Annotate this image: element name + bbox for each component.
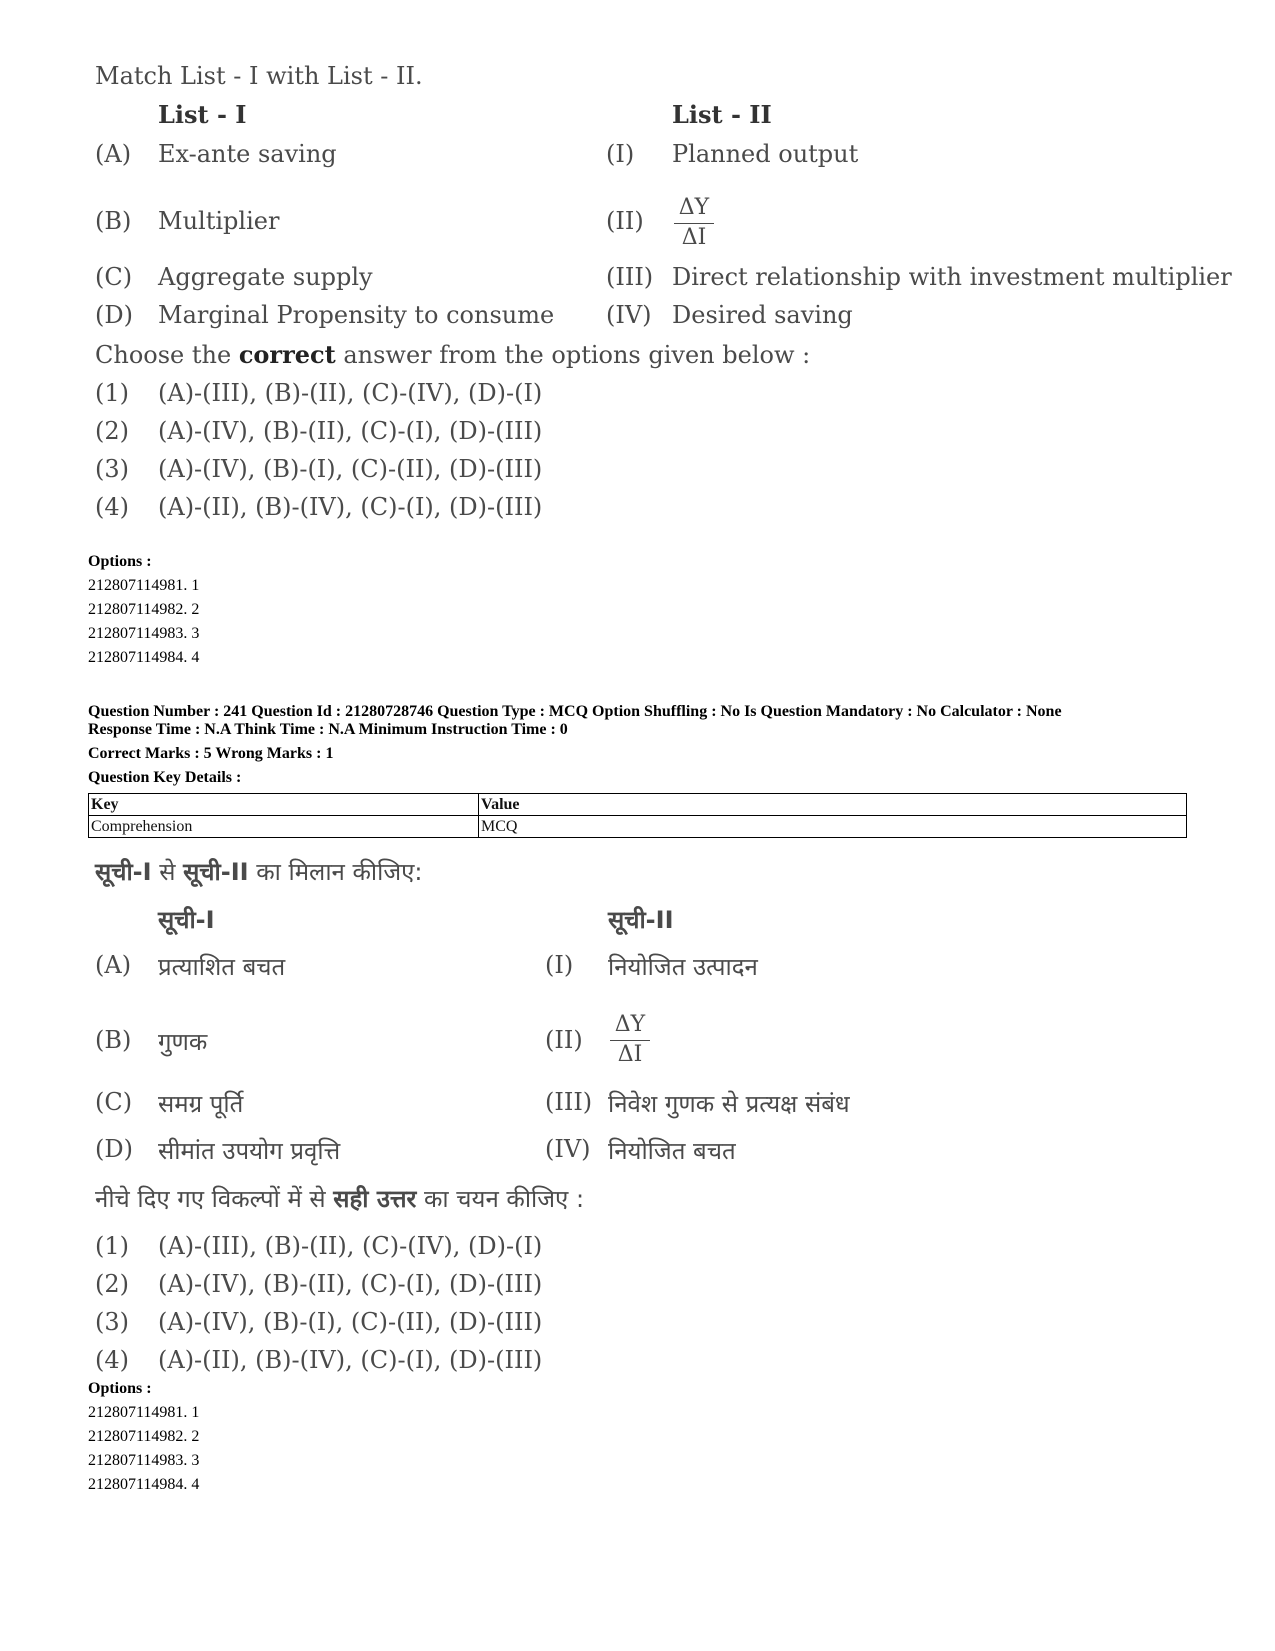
- table-header-row: [89, 794, 1187, 816]
- choose-instruction-hindi: नीचे दिए गए विकल्पों में से सही उत्तर का चयन कीजिए :: [95, 1185, 585, 1213]
- fraction-numerator: ΔY: [610, 1012, 650, 1041]
- list2-item: निवेश गुणक से प्रत्यक्ष संबंध: [608, 1090, 850, 1118]
- choose-instruction: Choose the correct answer from the options given below :: [95, 340, 811, 369]
- choice-number: (3): [95, 455, 129, 483]
- option-id: 212807114984. 4: [88, 1476, 200, 1493]
- list2-label: (III): [545, 1088, 593, 1116]
- choice-number: (1): [95, 1232, 129, 1260]
- list1-item: Multiplier: [158, 207, 280, 235]
- option-id: 212807114983. 3: [88, 625, 200, 642]
- list1-item: प्रत्याशित बचत: [158, 953, 286, 981]
- choice-number: (2): [95, 417, 129, 445]
- list1-label: (D): [95, 1135, 133, 1163]
- choice-text: (A)-(III), (B)-(II), (C)-(IV), (D)-(I): [158, 1232, 543, 1260]
- list2-label: (I): [606, 140, 635, 168]
- list1-item: Ex-ante saving: [158, 140, 337, 168]
- fraction-denominator: ΔI: [681, 225, 707, 250]
- list1-heading: List - I: [158, 100, 247, 129]
- list2-heading-hindi: सूची-II: [608, 906, 674, 934]
- list1-item: सीमांत उपयोग प्रवृत्ति: [158, 1137, 341, 1165]
- fraction-delta-y-over-delta-i: [610, 1012, 650, 1069]
- question-meta-line-2: Response Time : N.A Think Time : N.A Minimum Instruction Time : 0: [88, 721, 568, 738]
- list2-label: (II): [545, 1026, 583, 1054]
- fraction-numerator: ΔY: [674, 195, 714, 224]
- choice-text: (A)-(IV), (B)-(II), (C)-(I), (D)-(III): [158, 1270, 543, 1298]
- choice-number: (2): [95, 1270, 129, 1298]
- choice-text: (A)-(IV), (B)-(I), (C)-(II), (D)-(III): [158, 455, 543, 483]
- option-id: 212807114981. 1: [88, 577, 200, 594]
- fraction-denominator: ΔI: [617, 1042, 643, 1067]
- fraction-delta-y-over-delta-i: [674, 195, 714, 252]
- table-cell-key: Comprehension: [89, 816, 479, 838]
- choice-number: (4): [95, 1346, 129, 1374]
- key-value-table: [88, 793, 1187, 838]
- list1-label: (C): [95, 1088, 133, 1116]
- list2-label: (II): [606, 207, 644, 235]
- choice-number: (4): [95, 493, 129, 521]
- list1-item: Aggregate supply: [158, 263, 373, 291]
- option-id: 212807114983. 3: [88, 1452, 200, 1469]
- option-id: 212807114984. 4: [88, 649, 200, 666]
- choice-number: (3): [95, 1308, 129, 1336]
- list1-label: (D): [95, 301, 133, 329]
- list1-label: (A): [95, 951, 132, 979]
- list1-label: (A): [95, 140, 132, 168]
- list2-item: नियोजित बचत: [608, 1137, 736, 1165]
- key-details-label: Question Key Details :: [88, 769, 242, 786]
- table-row: [89, 816, 1187, 838]
- match-instruction: Match List - I with List - II.: [95, 62, 423, 90]
- list2-label: (I): [545, 951, 574, 979]
- list1-item: गुणक: [158, 1028, 208, 1056]
- list2-heading: List - II: [672, 100, 772, 129]
- list2-item: Direct relationship with investment multiplier: [672, 263, 1232, 291]
- list1-label: (B): [95, 1026, 132, 1054]
- choice-text: (A)-(II), (B)-(IV), (C)-(I), (D)-(III): [158, 493, 543, 521]
- match-instruction-hindi: सूची-I से सूची-II का मिलान कीजिए:: [95, 858, 423, 886]
- choice-text: (A)-(IV), (B)-(II), (C)-(I), (D)-(III): [158, 417, 543, 445]
- options-label: Options :: [88, 1380, 152, 1397]
- list2-item: Desired saving: [672, 301, 853, 329]
- options-label: Options :: [88, 553, 152, 570]
- table-header-key: Key: [89, 794, 479, 816]
- table-cell-value: MCQ: [479, 816, 1187, 838]
- marks-line: Correct Marks : 5 Wrong Marks : 1: [88, 745, 334, 762]
- list2-item: नियोजित उत्पादन: [608, 953, 758, 981]
- question-meta-line-1: Question Number : 241 Question Id : 21280728746 Question Type : MCQ Option Shuffling : No Is Question Mandatory : No Calculator : None: [88, 703, 1062, 720]
- list1-item: समग्र पूर्ति: [158, 1090, 244, 1118]
- list2-label: (IV): [545, 1135, 591, 1163]
- option-id: 212807114982. 2: [88, 601, 200, 618]
- list1-label: (B): [95, 207, 132, 235]
- choice-text: (A)-(IV), (B)-(I), (C)-(II), (D)-(III): [158, 1308, 543, 1336]
- choice-number: (1): [95, 379, 129, 407]
- list2-label: (IV): [606, 301, 652, 329]
- option-id: 212807114981. 1: [88, 1404, 200, 1421]
- list2-label: (III): [606, 263, 654, 291]
- list1-heading-hindi: सूची-I: [158, 906, 215, 934]
- table-header-value: Value: [479, 794, 1187, 816]
- list1-item: Marginal Propensity to consume: [158, 301, 555, 329]
- list2-item: Planned output: [672, 140, 859, 168]
- choice-text: (A)-(III), (B)-(II), (C)-(IV), (D)-(I): [158, 379, 543, 407]
- choice-text: (A)-(II), (B)-(IV), (C)-(I), (D)-(III): [158, 1346, 543, 1374]
- list1-label: (C): [95, 263, 133, 291]
- option-id: 212807114982. 2: [88, 1428, 200, 1445]
